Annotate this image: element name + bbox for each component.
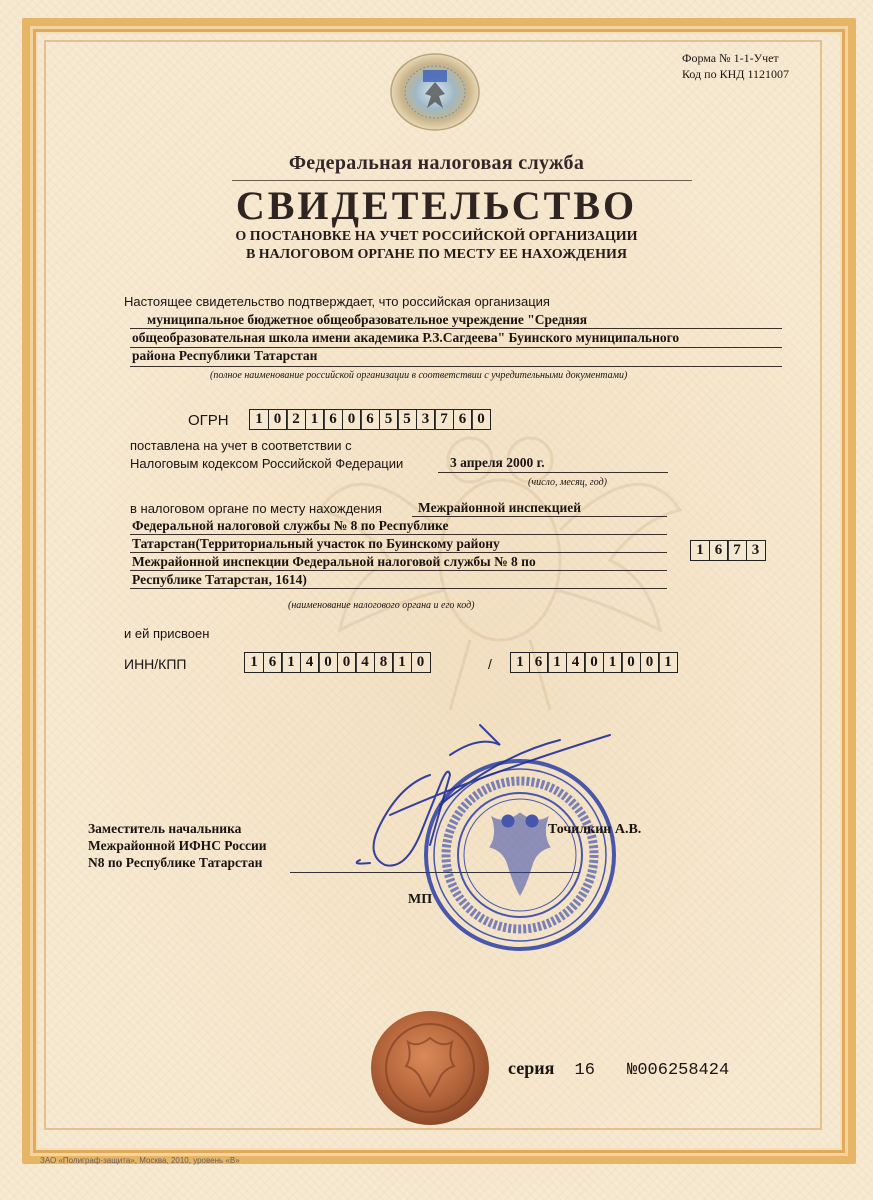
authority-line-5: Республике Татарстан, 1614) [132, 572, 307, 587]
printer-imprint: ЗАО «Полиграф-защита», Москва, 2010, уровень «В» [40, 1156, 240, 1165]
ogrn-digit-cell: 7 [434, 409, 454, 430]
position-line-3: N8 по Республике Татарстан [88, 855, 263, 870]
series-label: серия [508, 1058, 555, 1078]
ogrn-digit-cell: 2 [286, 409, 306, 430]
inn-kpp-separator: / [488, 656, 492, 672]
kpp-digit-cell: 0 [640, 652, 660, 673]
authority-rule-3 [130, 552, 667, 553]
ogrn-digit-cell: 1 [249, 409, 269, 430]
ogrn-digit-cell: 1 [305, 409, 325, 430]
org-name-line-3: района Республики Татарстан [132, 348, 318, 363]
registration-line-2: Налоговым кодексом Российской Федерации [130, 456, 404, 471]
authority-prefix: в налоговом органе по месту нахождения [130, 501, 382, 516]
position-line-1: Заместитель начальника [88, 821, 242, 836]
inn-boxes [244, 652, 429, 673]
ogrn-digit-cell: 5 [379, 409, 399, 430]
ogrn-boxes [249, 409, 490, 430]
ogrn-digit-cell: 0 [342, 409, 362, 430]
kpp-boxes [510, 652, 677, 673]
registration-date: 3 апреля 2000 г. [450, 455, 545, 470]
agency-underline [232, 180, 692, 181]
hologram-emblem-icon [387, 52, 483, 132]
authority-line-1: Межрайонной инспекцией [418, 500, 582, 515]
mp-mark: МП [408, 892, 433, 907]
ogrn-digit-cell: 6 [323, 409, 343, 430]
inn-digit-cell: 0 [318, 652, 338, 673]
form-code [682, 50, 789, 82]
series-value: 16 [574, 1061, 595, 1080]
inn-digit-cell: 0 [337, 652, 357, 673]
kpp-digit-cell: 0 [621, 652, 641, 673]
inn-digit-cell: 4 [300, 652, 320, 673]
handwritten-signature-icon [330, 715, 620, 885]
date-caption: (число, месяц, год) [528, 477, 607, 488]
authority-rule-1 [412, 516, 667, 517]
org-name-line-1: муниципальное бюджетное общеобразовательное учреждение "Средняя [147, 312, 588, 327]
document-number: №006258424 [627, 1061, 730, 1080]
org-name-line-2: общеобразовательная школа имени академика Р.З.Сагдеева" Буинского муниципального [132, 330, 680, 345]
kpp-digit-cell: 0 [584, 652, 604, 673]
form-number: Форма № 1-1-Учет [682, 51, 779, 65]
org-caption: (полное наименование российской организации в соответствии с учредительными документами) [210, 370, 628, 381]
kpp-digit-cell: 1 [603, 652, 623, 673]
signatory-position [88, 820, 267, 871]
authority-code-cell: 1 [690, 540, 710, 561]
signatory-name: Точилкин А.В. [548, 822, 642, 837]
org-rule-1 [130, 328, 782, 329]
registration-line-1: поставлена на учет в соответствии с [130, 438, 352, 453]
certificate-title: СВИДЕТЕЛЬСТВО [235, 183, 638, 228]
ogrn-digit-cell: 3 [416, 409, 436, 430]
agency-name: Федеральная налоговая служба [288, 152, 585, 174]
inn-digit-cell: 4 [355, 652, 375, 673]
inn-digit-cell: 6 [263, 652, 283, 673]
inn-digit-cell: 1 [281, 652, 301, 673]
position-line-2: Межрайонной ИФНС России [88, 838, 267, 853]
inn-digit-cell: 1 [392, 652, 412, 673]
kpp-digit-cell: 1 [658, 652, 678, 673]
knd-code: Код по КНД 1121007 [682, 67, 789, 81]
subtitle-line-2: В НАЛОГОВОМ ОРГАНЕ ПО МЕСТУ ЕЕ НАХОЖДЕНИЯ [245, 247, 628, 262]
ogrn-digit-cell: 0 [268, 409, 288, 430]
ogrn-digit-cell: 6 [453, 409, 473, 430]
assigned-text: и ей присвоен [124, 626, 210, 641]
authority-code-cell: 7 [727, 540, 747, 561]
inn-kpp-label: ИНН/КПП [124, 656, 187, 672]
inn-digit-cell: 8 [374, 652, 394, 673]
kpp-digit-cell: 6 [529, 652, 549, 673]
authority-code-boxes [690, 540, 764, 561]
kpp-digit-cell: 4 [566, 652, 586, 673]
subtitle-line-1: О ПОСТАНОВКЕ НА УЧЕТ РОССИЙСКОЙ ОРГАНИЗАЦИИ [235, 229, 638, 244]
intro-text: Настоящее свидетельство подтверждает, что российская организация [124, 294, 550, 309]
authority-caption: (наименование налогового органа и его код) [288, 600, 475, 611]
date-rule [438, 472, 668, 473]
ogrn-digit-cell: 6 [360, 409, 380, 430]
certificate-subtitle [0, 228, 873, 264]
authority-code-cell: 6 [709, 540, 729, 561]
ogrn-digit-cell: 5 [397, 409, 417, 430]
authority-rule-4 [130, 570, 667, 571]
authority-line-4: Межрайонной инспекции Федеральной налоговой службы № 8 по [132, 554, 536, 569]
ogrn-digit-cell: 0 [471, 409, 491, 430]
authority-line-3: Татарстан(Территориальный участок по Буинскому району [132, 536, 500, 551]
serial-number [508, 1058, 729, 1080]
authority-line-2: Федеральной налоговой службы № 8 по Республике [132, 518, 449, 533]
kpp-digit-cell: 1 [547, 652, 567, 673]
kpp-digit-cell: 1 [510, 652, 530, 673]
authority-rule-5 [130, 588, 667, 589]
authority-rule-2 [130, 534, 667, 535]
authority-code-cell: 3 [746, 540, 766, 561]
wax-seal-icon [368, 1008, 492, 1128]
inn-digit-cell: 0 [411, 652, 431, 673]
org-rule-3 [130, 366, 782, 367]
inn-digit-cell: 1 [244, 652, 264, 673]
ogrn-label: ОГРН [188, 412, 229, 429]
